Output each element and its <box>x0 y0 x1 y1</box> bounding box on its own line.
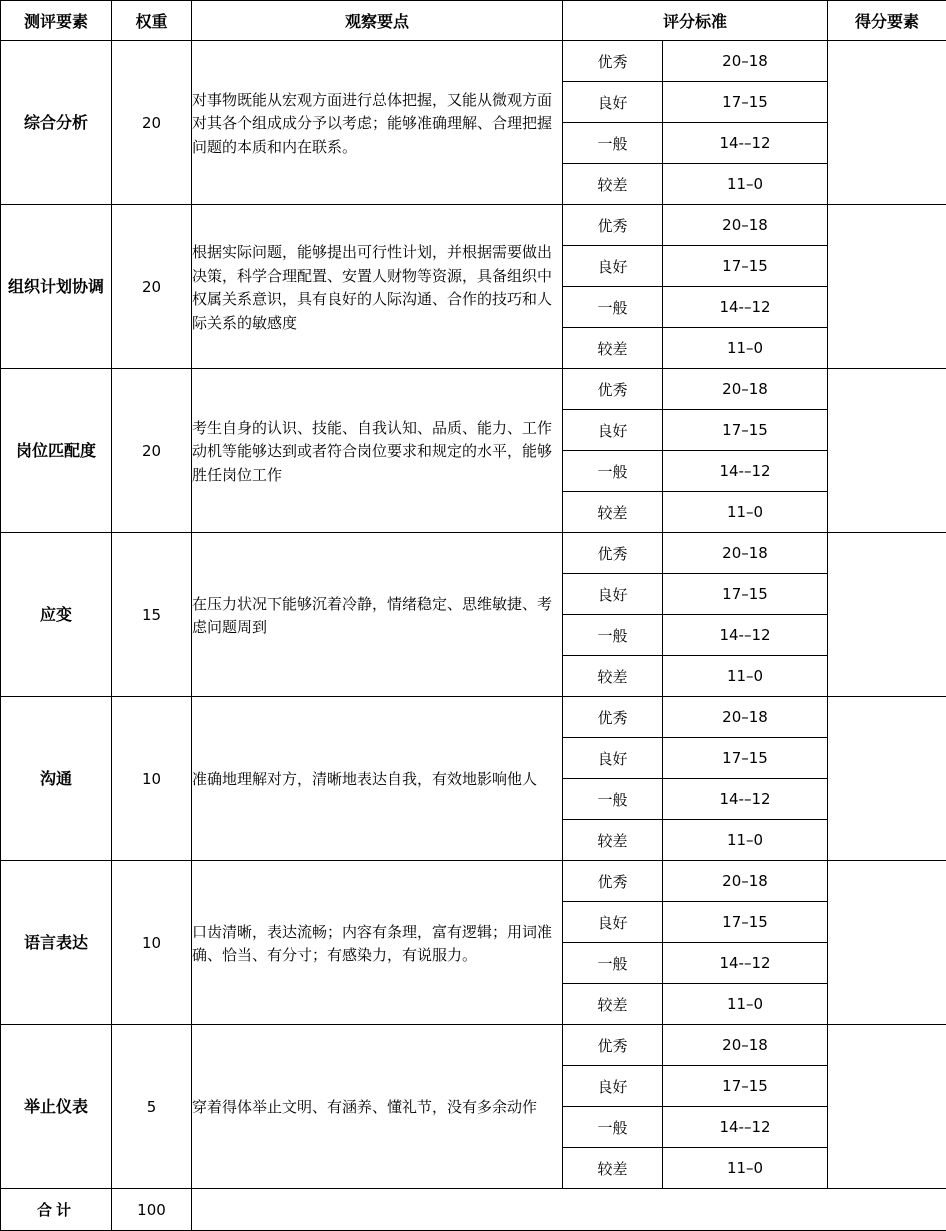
level-cell: 较差 <box>563 1148 663 1189</box>
total-remainder <box>192 1189 946 1231</box>
range-cell: 17–15 <box>663 410 828 451</box>
range-cell: 14-–12 <box>663 123 828 164</box>
level-cell: 较差 <box>563 492 663 533</box>
observation-text: 考生自身的认识、技能、自我认知、品质、能力、工作动机等能够达到或者符合岗位要求和规定的水平，能够胜任岗位工作 <box>192 418 553 484</box>
table-row <box>1 41 946 82</box>
factor-cell: 综合分析 <box>1 41 112 205</box>
weight-cell: 15 <box>112 533 192 697</box>
level-cell: 良好 <box>563 410 663 451</box>
level-cell: 优秀 <box>563 1025 663 1066</box>
level-cell: 良好 <box>563 738 663 779</box>
level-cell: 优秀 <box>563 861 663 902</box>
header-points: 观察要点 <box>192 1 563 41</box>
header-weight: 权重 <box>112 1 192 41</box>
factor-cell: 语言表达 <box>1 861 112 1025</box>
range-cell: 11–0 <box>663 820 828 861</box>
header-score: 得分要素 <box>828 1 946 41</box>
observation-cell <box>192 697 563 861</box>
level-cell: 优秀 <box>563 41 663 82</box>
range-cell: 11–0 <box>663 164 828 205</box>
range-cell: 17–15 <box>663 1066 828 1107</box>
range-cell: 20–18 <box>663 1025 828 1066</box>
score-cell <box>828 697 946 861</box>
level-cell: 一般 <box>563 287 663 328</box>
observation-cell <box>192 369 563 533</box>
range-cell: 20–18 <box>663 861 828 902</box>
range-cell: 11–0 <box>663 1148 828 1189</box>
weight-cell: 20 <box>112 205 192 369</box>
range-cell: 14-–12 <box>663 1107 828 1148</box>
observation-text: 根据实际问题，能够提出可行性计划，并根据需要做出决策，科学合理配置、安置人财物等资源，具备组织中权属关系意识，具有良好的人际沟通、合作的技巧和人际关系的敏感度 <box>192 243 553 332</box>
level-cell: 较差 <box>563 164 663 205</box>
total-row <box>1 1189 946 1231</box>
level-cell: 良好 <box>563 574 663 615</box>
level-cell: 较差 <box>563 820 663 861</box>
table-row <box>1 1025 946 1066</box>
factor-cell: 沟通 <box>1 697 112 861</box>
score-cell <box>828 861 946 1025</box>
range-cell: 17–15 <box>663 574 828 615</box>
score-cell <box>828 533 946 697</box>
range-cell: 14-–12 <box>663 779 828 820</box>
weight-cell: 10 <box>112 697 192 861</box>
weight-cell: 5 <box>112 1025 192 1189</box>
weight-cell: 20 <box>112 369 192 533</box>
level-cell: 良好 <box>563 246 663 287</box>
observation-cell <box>192 533 563 697</box>
level-cell: 良好 <box>563 82 663 123</box>
table-row <box>1 205 946 246</box>
table-row <box>1 533 946 574</box>
score-cell <box>828 205 946 369</box>
range-cell: 17–15 <box>663 82 828 123</box>
level-cell: 良好 <box>563 1066 663 1107</box>
factor-cell: 举止仪表 <box>1 1025 112 1189</box>
table-body <box>1 41 946 1231</box>
range-cell: 17–15 <box>663 902 828 943</box>
observation-text: 穿着得体举止文明、有涵养、懂礼节，没有多余动作 <box>192 1098 538 1117</box>
header-criteria: 评分标准 <box>563 1 828 41</box>
table-row <box>1 697 946 738</box>
level-cell: 较差 <box>563 656 663 697</box>
observation-cell <box>192 205 563 369</box>
range-cell: 14-–12 <box>663 287 828 328</box>
level-cell: 优秀 <box>563 533 663 574</box>
range-cell: 11–0 <box>663 328 828 369</box>
score-cell <box>828 369 946 533</box>
observation-cell <box>192 1025 563 1189</box>
level-cell: 优秀 <box>563 697 663 738</box>
level-cell: 一般 <box>563 615 663 656</box>
observation-text: 在压力状况下能够沉着冷静，情绪稳定、思维敏捷、考虑问题周到 <box>192 594 553 636</box>
observation-text: 口齿清晰，表达流畅；内容有条理，富有逻辑；用词准确、恰当、有分寸；有感染力，有说服力。 <box>192 922 553 964</box>
level-cell: 优秀 <box>563 205 663 246</box>
range-cell: 20–18 <box>663 205 828 246</box>
level-cell: 优秀 <box>563 369 663 410</box>
level-cell: 较差 <box>563 328 663 369</box>
weight-cell: 20 <box>112 41 192 205</box>
total-weight: 100 <box>112 1189 192 1231</box>
table-row <box>1 369 946 410</box>
range-cell: 20–18 <box>663 41 828 82</box>
level-cell: 一般 <box>563 451 663 492</box>
range-cell: 20–18 <box>663 697 828 738</box>
level-cell: 一般 <box>563 123 663 164</box>
range-cell: 20–18 <box>663 533 828 574</box>
range-cell: 11–0 <box>663 984 828 1025</box>
range-cell: 14-–12 <box>663 615 828 656</box>
header-factor: 测评要素 <box>1 1 112 41</box>
factor-cell: 岗位匹配度 <box>1 369 112 533</box>
level-cell: 较差 <box>563 984 663 1025</box>
level-cell: 良好 <box>563 902 663 943</box>
observation-cell <box>192 861 563 1025</box>
total-label: 合计 <box>1 1189 112 1231</box>
range-cell: 14-–12 <box>663 451 828 492</box>
observation-text: 准确地理解对方，清晰地表达自我，有效地影响他人 <box>192 770 538 789</box>
range-cell: 17–15 <box>663 246 828 287</box>
weight-cell: 10 <box>112 861 192 1025</box>
range-cell: 17–15 <box>663 738 828 779</box>
range-cell: 20–18 <box>663 369 828 410</box>
observation-text: 对事物既能从宏观方面进行总体把握，又能从微观方面对其各个组成成分予以考虑；能够准确理解、合理把握问题的本质和内在联系。 <box>192 90 553 156</box>
level-cell: 一般 <box>563 1107 663 1148</box>
level-cell: 一般 <box>563 943 663 984</box>
observation-cell <box>192 41 563 205</box>
range-cell: 11–0 <box>663 492 828 533</box>
score-cell <box>828 41 946 205</box>
table-row <box>1 861 946 902</box>
range-cell: 11–0 <box>663 656 828 697</box>
factor-cell: 组织计划协调 <box>1 205 112 369</box>
header-row <box>1 1 946 41</box>
factor-cell: 应变 <box>1 533 112 697</box>
level-cell: 一般 <box>563 779 663 820</box>
score-cell <box>828 1025 946 1189</box>
range-cell: 14-–12 <box>663 943 828 984</box>
